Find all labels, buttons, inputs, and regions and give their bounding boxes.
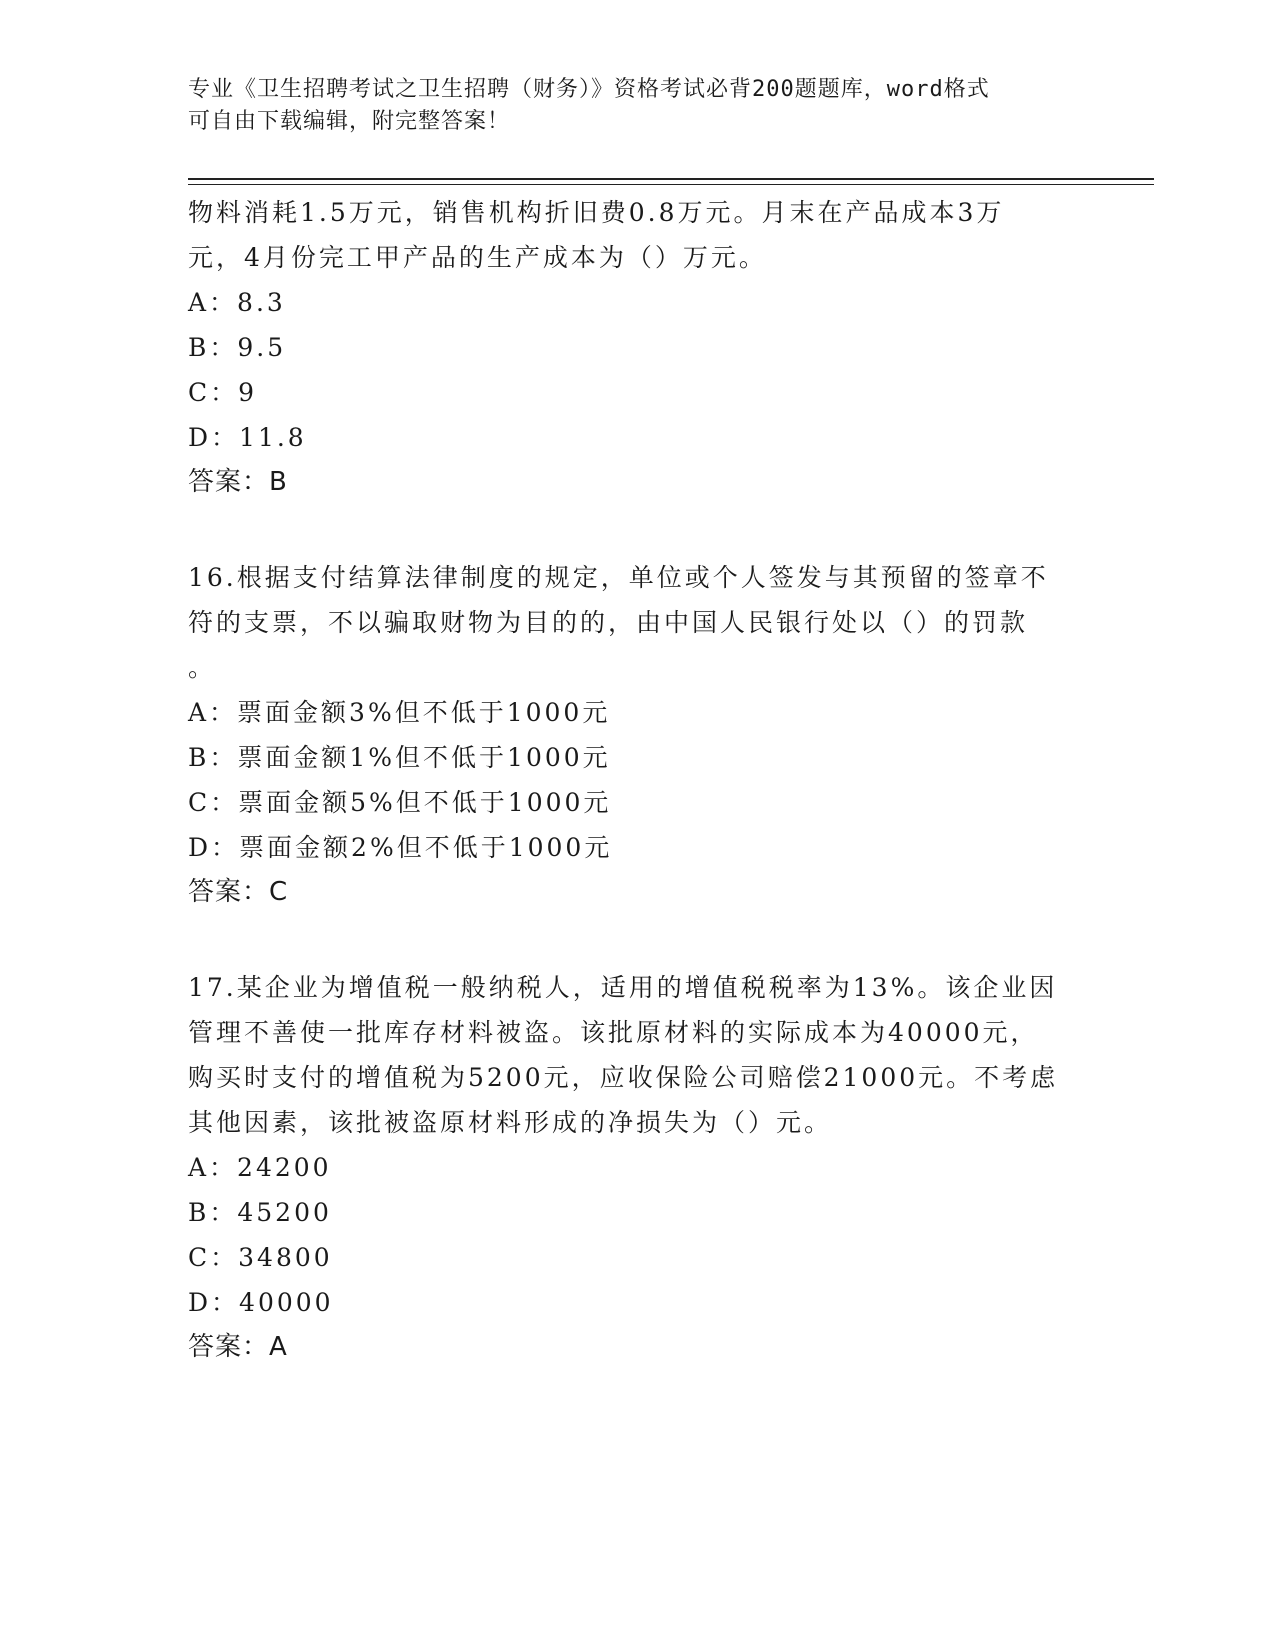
option-b: B：票面金额1%但不低于1000元 — [188, 743, 611, 772]
question-block-16 — [188, 555, 1088, 915]
answer-line: 答案：B — [188, 467, 288, 497]
question-block-17 — [188, 965, 1088, 1370]
question-list — [188, 190, 1088, 1370]
option-b: B：9.5 — [188, 333, 287, 362]
option-d: D：票面金额2%但不低于1000元 — [188, 833, 613, 862]
header-title-line-2: 可自由下载编辑，附完整答案！ — [188, 109, 511, 134]
answer-line: 答案：C — [188, 877, 289, 907]
question-text-line: 管理不善使一批库存材料被盗。该批原材料的实际成本为40000元， — [188, 1018, 1039, 1047]
question-text-line: 16.根据支付结算法律制度的规定，单位或个人签发与其预留的签章不 — [188, 563, 1049, 592]
option-d: D：40000 — [188, 1288, 334, 1317]
option-a: A：24200 — [188, 1153, 332, 1182]
option-a: A：8.3 — [188, 288, 286, 317]
question-text-line: 。 — [188, 653, 217, 682]
option-c: C：34800 — [188, 1243, 333, 1272]
option-c: C：票面金额5%但不低于1000元 — [188, 788, 612, 817]
question-spacer — [188, 915, 1088, 965]
answer-line: 答案：A — [188, 1332, 288, 1362]
question-spacer — [188, 505, 1088, 555]
question-text-line: 其他因素，该批被盗原材料形成的净损失为（）元。 — [188, 1108, 833, 1137]
question-text-line: 购买时支付的增值税为5200元，应收保险公司赔偿21000元。不考虑 — [188, 1063, 1059, 1092]
question-block-15 — [188, 190, 1088, 505]
question-text-line: 符的支票，不以骗取财物为目的的，由中国人民银行处以（）的罚款 — [188, 608, 1029, 637]
header-title-line-1: 专业《卫生招聘考试之卫生招聘（财务）》资格考试必背200题题库，word格式 — [188, 77, 990, 102]
option-b: B：45200 — [188, 1198, 332, 1227]
header-divider-thin — [188, 184, 1154, 185]
document-header — [188, 74, 1068, 138]
option-d: D：11.8 — [188, 423, 307, 452]
option-c: C：9 — [188, 378, 258, 407]
option-a: A：票面金额3%但不低于1000元 — [188, 698, 611, 727]
question-text-line: 17.某企业为增值税一般纳税人，适用的增值税税率为13%。该企业因 — [188, 973, 1058, 1002]
question-text-line: 物料消耗1.5万元，销售机构折旧费0.8万元。月末在产品成本3万 — [188, 198, 1005, 227]
question-text-line: 元，4月份完工甲产品的生产成本为（）万元。 — [188, 243, 767, 272]
header-divider-thick — [188, 178, 1154, 180]
